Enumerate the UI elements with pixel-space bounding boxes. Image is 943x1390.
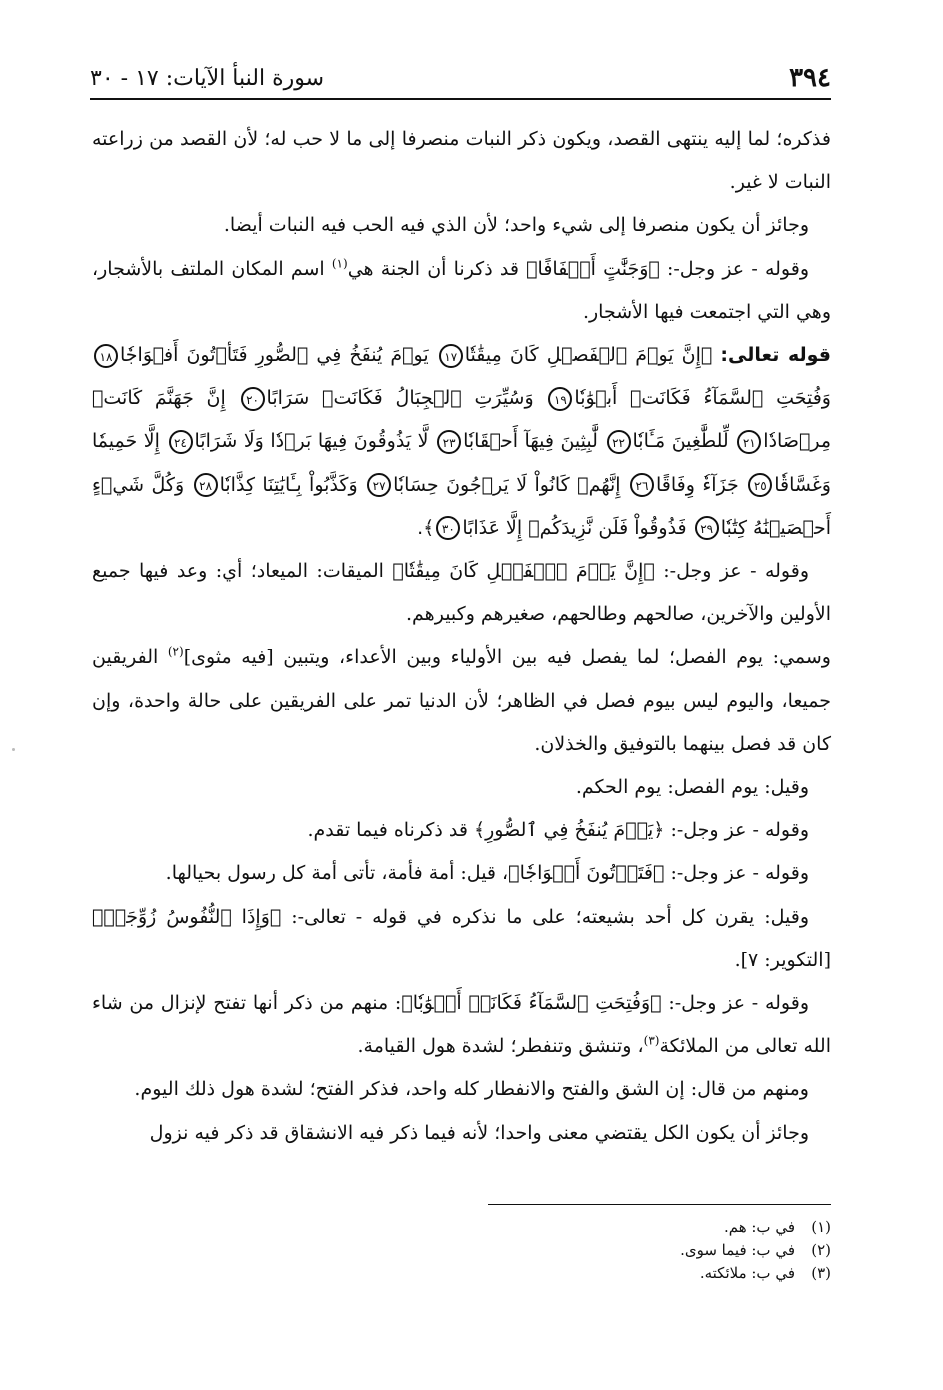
- running-title: سورة النبأ الآيات: ١٧ - ٣٠: [90, 65, 325, 91]
- paragraph: وجائز أن يكون الكل يقتضي معنى واحدا؛ لأنه فيما ذكر فيه الانشقاق قد ذكر فيه نزول: [149, 1121, 809, 1144]
- verse-number-marker: ١٧: [439, 344, 463, 368]
- verse-number-marker: ٢٣: [437, 430, 461, 454]
- verse-text: فَذُوقُواْ فَلَن نَّزِيدَكُمۡ إِلَّا عَذَابًا: [462, 516, 687, 539]
- verse-text: وَكُلَّ شَيۡءٍ أَحۡصَيۡنَٰهُ كِتَٰبٗا: [92, 473, 831, 539]
- paragraph-text: وقوله - عز وجل-: ﴿وَجَنَّٰتٍ أَلۡفَافًا﴾ قد ذكرنا أن الجنة هي: [347, 257, 809, 280]
- verse-number-marker: ٢٧: [367, 473, 391, 497]
- footnote-ref: (١): [331, 256, 348, 271]
- paragraph: وقوله - عز وجل-: ﴿إِنَّ يَوۡمَ ٱلۡفَصۡلِ كَانَ مِيقَٰتٗا﴾ الميقات: الميعاد؛ أي: وعد فيها جميع الأولين والآخرين، صالحهم وطالحهم، صغيرهم وكبيرهم.: [92, 560, 831, 626]
- scan-speck: [12, 748, 15, 751]
- paragraph: وجائز أن يكون منصرفا إلى شيء واحد؛ لأن الذي فيه الحب فيه النبات أيضا.: [223, 214, 809, 237]
- paragraph: [92, 636, 831, 766]
- main-text: [92, 118, 831, 1155]
- footnote-number: (٢): [811, 1241, 831, 1259]
- verses-closing: ﴾.: [417, 516, 435, 539]
- verse-number-marker: ٢٢: [607, 430, 631, 454]
- footnotes: [411, 1216, 831, 1285]
- footnote-number: (٣): [811, 1264, 831, 1282]
- verse-text: إِنَّهُمۡ كَانُواْ لَا يَرۡجُونَ حِسَابٗا: [393, 473, 621, 496]
- paragraph: فذكره؛ لما إليه ينتهى القصد، ويكون ذكر النبات منصرفا إلى ما لا حب له؛ لأن القصد من زراعته النبات لا غير.: [92, 128, 831, 194]
- verse-text: إِنَّ جَهَنَّمَ كَانَتۡ مِرۡصَادٗا: [92, 387, 832, 453]
- footnote-item: [411, 1216, 831, 1239]
- verse-number-marker: ٢٥: [748, 473, 772, 497]
- verse-text: يَوۡمَ يُنفَخُ فِي ٱلصُّورِ فَتَأۡتُونَ أَفۡوَاجٗا: [120, 344, 429, 367]
- verse-number-marker: ٢٤: [169, 430, 193, 454]
- verse-text: لِّلطَّٰغِينَ مَـَٔابٗا: [632, 430, 729, 453]
- verse-text: لَّٰبِثِينَ فِيهَآ أَحۡقَابٗا: [463, 430, 598, 453]
- footnote-text: في ب: هم.: [723, 1218, 795, 1236]
- verse-number-marker: ١٩: [548, 387, 572, 411]
- paragraph: وقوله - عز وجل-: ﴿يَوۡمَ يُنفَخُ فِي ٱلصُّورِ﴾ قد ذكرناه فيما تقدم.: [307, 819, 809, 842]
- paragraph-text: ، وتنشق وتنفطر؛ لشدة هول القيامة.: [357, 1035, 644, 1058]
- paragraph-text: وقوله - عز وجل-: ﴿وَفُتِحَتِ ٱلسَّمَآءُ فَكَانَتۡ أَبۡوَٰبٗا﴾: منهم من ذكر أنها تفتح لإنزال من شاء الله تعالى من الملائكة: [92, 992, 831, 1058]
- verse-number-marker: ١٨: [94, 344, 118, 368]
- verse-number-marker: ٢١: [737, 430, 761, 454]
- paragraph: وقيل: يقرن كل أحد بشيعته؛ على ما نذكره في قوله - تعالى-: ﴿وَإِذَا ٱلنُّفُوسُ زُوِّجَتۡ﴾ [التكوير: ٧].: [92, 905, 831, 971]
- paragraph-text: الفريقين جميعا، واليوم ليس بيوم فصل في الظاهر؛ لأن الدنيا تمر على الفريقين على حالة واحدة، وإن كان قد فصل بينهما بالتوفيق والخذلان.: [92, 646, 831, 755]
- page-number: ٣٩٤: [789, 63, 831, 93]
- paragraph-text: وسمي: يوم الفصل؛ لما يفصل فيه بين الأولياء وبين الأعداء، ويتبين [فيه مثوى]: [183, 646, 831, 669]
- footnote-ref: (٢): [167, 645, 184, 660]
- verse-text: إِلَّا حَمِيمٗا وَغَسَّاقٗا: [92, 430, 831, 496]
- verse-text: وَفُتِحَتِ ٱلسَّمَآءُ فَكَانَتۡ أَبۡوَٰبٗا: [574, 387, 831, 410]
- verses-lead: قوله تعالى:: [720, 344, 831, 367]
- footnote-text: في ب: فيما سوى.: [680, 1241, 795, 1259]
- verse-text: وَسُيِّرَتِ ٱلۡجِبَالُ فَكَانَتۡ سَرَابًا: [266, 387, 534, 410]
- verse-number-marker: ٣٠: [436, 516, 460, 540]
- page-header: [90, 58, 831, 100]
- footnote-divider: [488, 1204, 831, 1205]
- quran-verses-block: [92, 334, 831, 550]
- verse-number-marker: ٢٠: [241, 387, 265, 411]
- paragraph: وقيل: يوم الفصل: يوم الحكم.: [575, 776, 809, 799]
- verse-number-marker: ٢٨: [194, 473, 218, 497]
- verse-number-marker: ٢٩: [695, 516, 719, 540]
- footnote-item: [411, 1262, 831, 1285]
- verse-text: لَّا يَذُوقُونَ فِيهَا بَرۡدٗا وَلَا شَرَابًا: [194, 430, 429, 453]
- paragraph-text: اسم المكان الملتف بالأشجار، وهي التي اجتمعت فيها الأشجار.: [92, 257, 831, 323]
- footnote-ref: (٣): [643, 1033, 660, 1048]
- verse-number-marker: ٢٦: [630, 473, 654, 497]
- verse-text: وَكَذَّبُواْ بِـَٔايَٰتِنَا كِذَّابٗا: [219, 473, 358, 496]
- paragraph: [92, 982, 831, 1068]
- footnote-text: في ب: ملائكته.: [699, 1264, 795, 1282]
- verse-text: جَزَآءٗ وِفَاقًا: [656, 473, 739, 496]
- footnote-number: (١): [811, 1218, 831, 1236]
- footnote-item: [411, 1239, 831, 1262]
- verse-text: ﴿إِنَّ يَوۡمَ ٱلۡفَصۡلِ كَانَ مِيقَٰتٗا: [464, 344, 713, 367]
- paragraph: وقوله - عز وجل-: ﴿فَتَأۡتُونَ أَفۡوَاجٗا﴾، قيل: أمة فأمة، تأتى أمة كل رسول بحيالها.: [165, 862, 809, 885]
- paragraph: [92, 248, 831, 334]
- paragraph: ومنهم من قال: إن الشق والفتح والانفطار كله واحد، فذكر الفتح؛ لشدة هول ذلك اليوم.: [134, 1078, 809, 1101]
